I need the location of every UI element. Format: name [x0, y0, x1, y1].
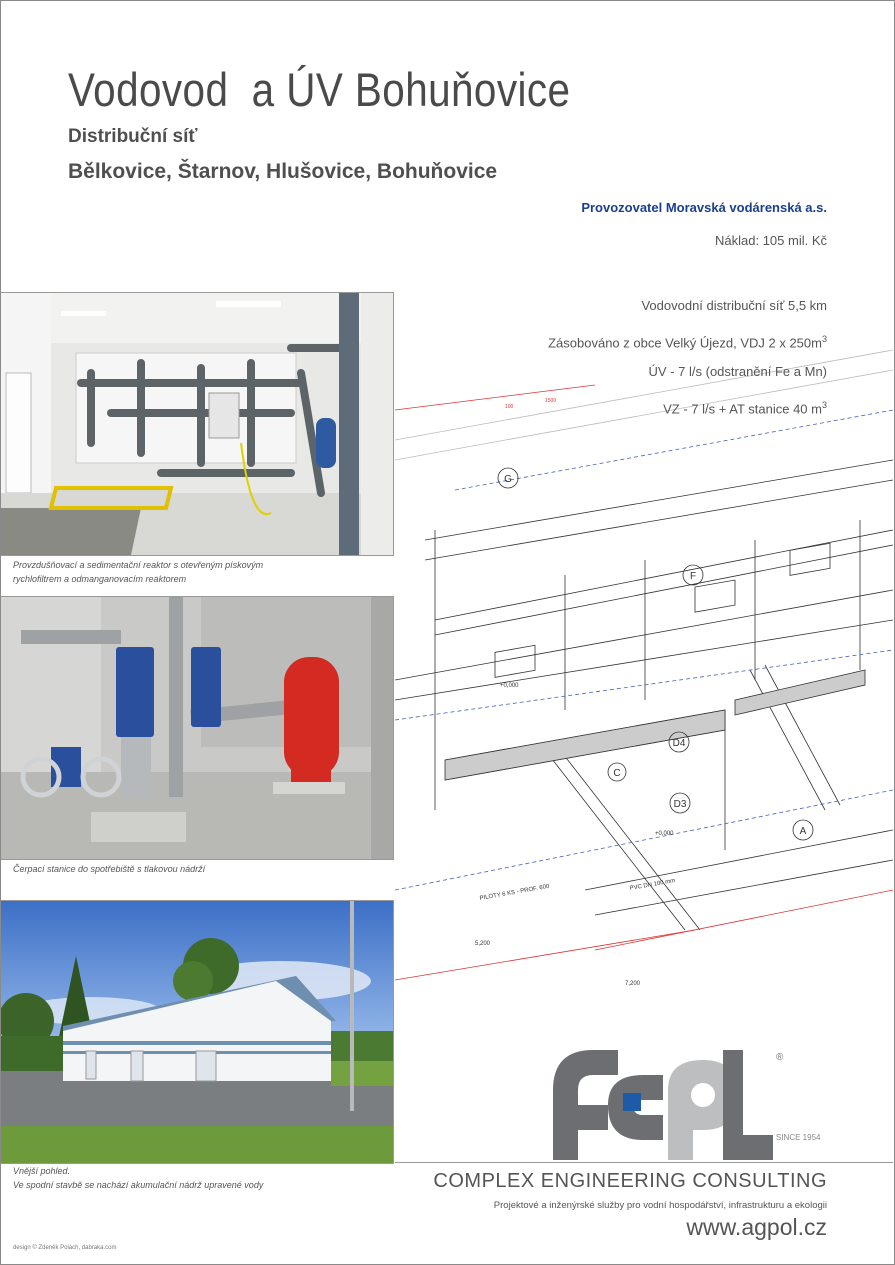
drawing-dim-3: 5,200	[475, 941, 491, 947]
axis-c-label: C	[613, 768, 621, 779]
page-subtitle: Distribuční síť	[68, 126, 198, 147]
services-text: Projektové a inženýrské služby pro vodní hospodářství, infrastrukturu a ekologii	[493, 1200, 827, 1211]
axis-a-label: A	[799, 826, 807, 837]
drawing-note-piles: PILOTY 6 KS - PROF. 600	[479, 883, 550, 902]
villages-list: Bělkovice, Štarnov, Hlušovice, Bohuňovice	[68, 160, 498, 183]
axis-g-label: G	[504, 474, 512, 485]
axis-d4-label: D4	[672, 738, 686, 749]
page-title: Vodovod a ÚV Bohuňovice	[68, 63, 571, 116]
photo-building-exterior	[1, 900, 394, 1164]
drawing-note-pipe: PVC DN 100 mm	[629, 878, 676, 892]
company-tagline: COMPLEX ENGINEERING CONSULTING	[433, 1170, 827, 1192]
drawing-elev-1: +0,000	[655, 831, 674, 837]
cost-text: Náklad: 105 mil. Kč	[715, 233, 827, 248]
design-credit: design © Zdeněk Polách, dabraka.com	[13, 1245, 117, 1251]
spec-supply: Zásobováno z obce Velký Újezd, VDJ 2 x $250m^3$	[548, 334, 827, 351]
drawing-dim-2: 1500	[545, 398, 557, 404]
axis-f-label: F	[689, 571, 697, 582]
spec-vz: VZ - 7 l/s + AT stanice 40 $m^3$	[663, 400, 827, 417]
photo-pumping-station	[1, 596, 394, 860]
agpol-logo	[548, 1045, 778, 1165]
drawing-dim-1: 100	[505, 404, 514, 410]
drawing-elev-2: +0,000	[500, 683, 519, 689]
operator-text: Provozovatel Moravská vodárenská a.s.	[581, 200, 827, 215]
caption-photo-2: Čerpací stanice do spotřebiště s tlakovou nádrží	[13, 864, 206, 874]
registered-mark: ®	[776, 1052, 784, 1063]
drawing-dim-4: 7,200	[625, 981, 641, 987]
specs-block	[548, 296, 827, 428]
website-link[interactable]: www.agpol.cz	[686, 1214, 827, 1240]
caption-photo-3: Vnější pohled. Ve spodní stavbě se nachází akumulační nádrž upravené vody	[13, 1166, 264, 1190]
caption-photo-1: Provzdušňovací a sedimentační reaktor s otevřeným pískovým rychlofiltrem a odmanganovacím reaktorem	[13, 560, 264, 584]
spec-treatment: ÚV - 7 l/s (odstranění Fe a Mn)	[648, 364, 827, 379]
photo-treatment-hall	[1, 292, 394, 556]
spec-network: Vodovodní distribuční síť 5,5 km	[641, 298, 827, 313]
since-text: SINCE 1954	[776, 1133, 821, 1142]
axis-d3-label: D3	[673, 799, 687, 810]
